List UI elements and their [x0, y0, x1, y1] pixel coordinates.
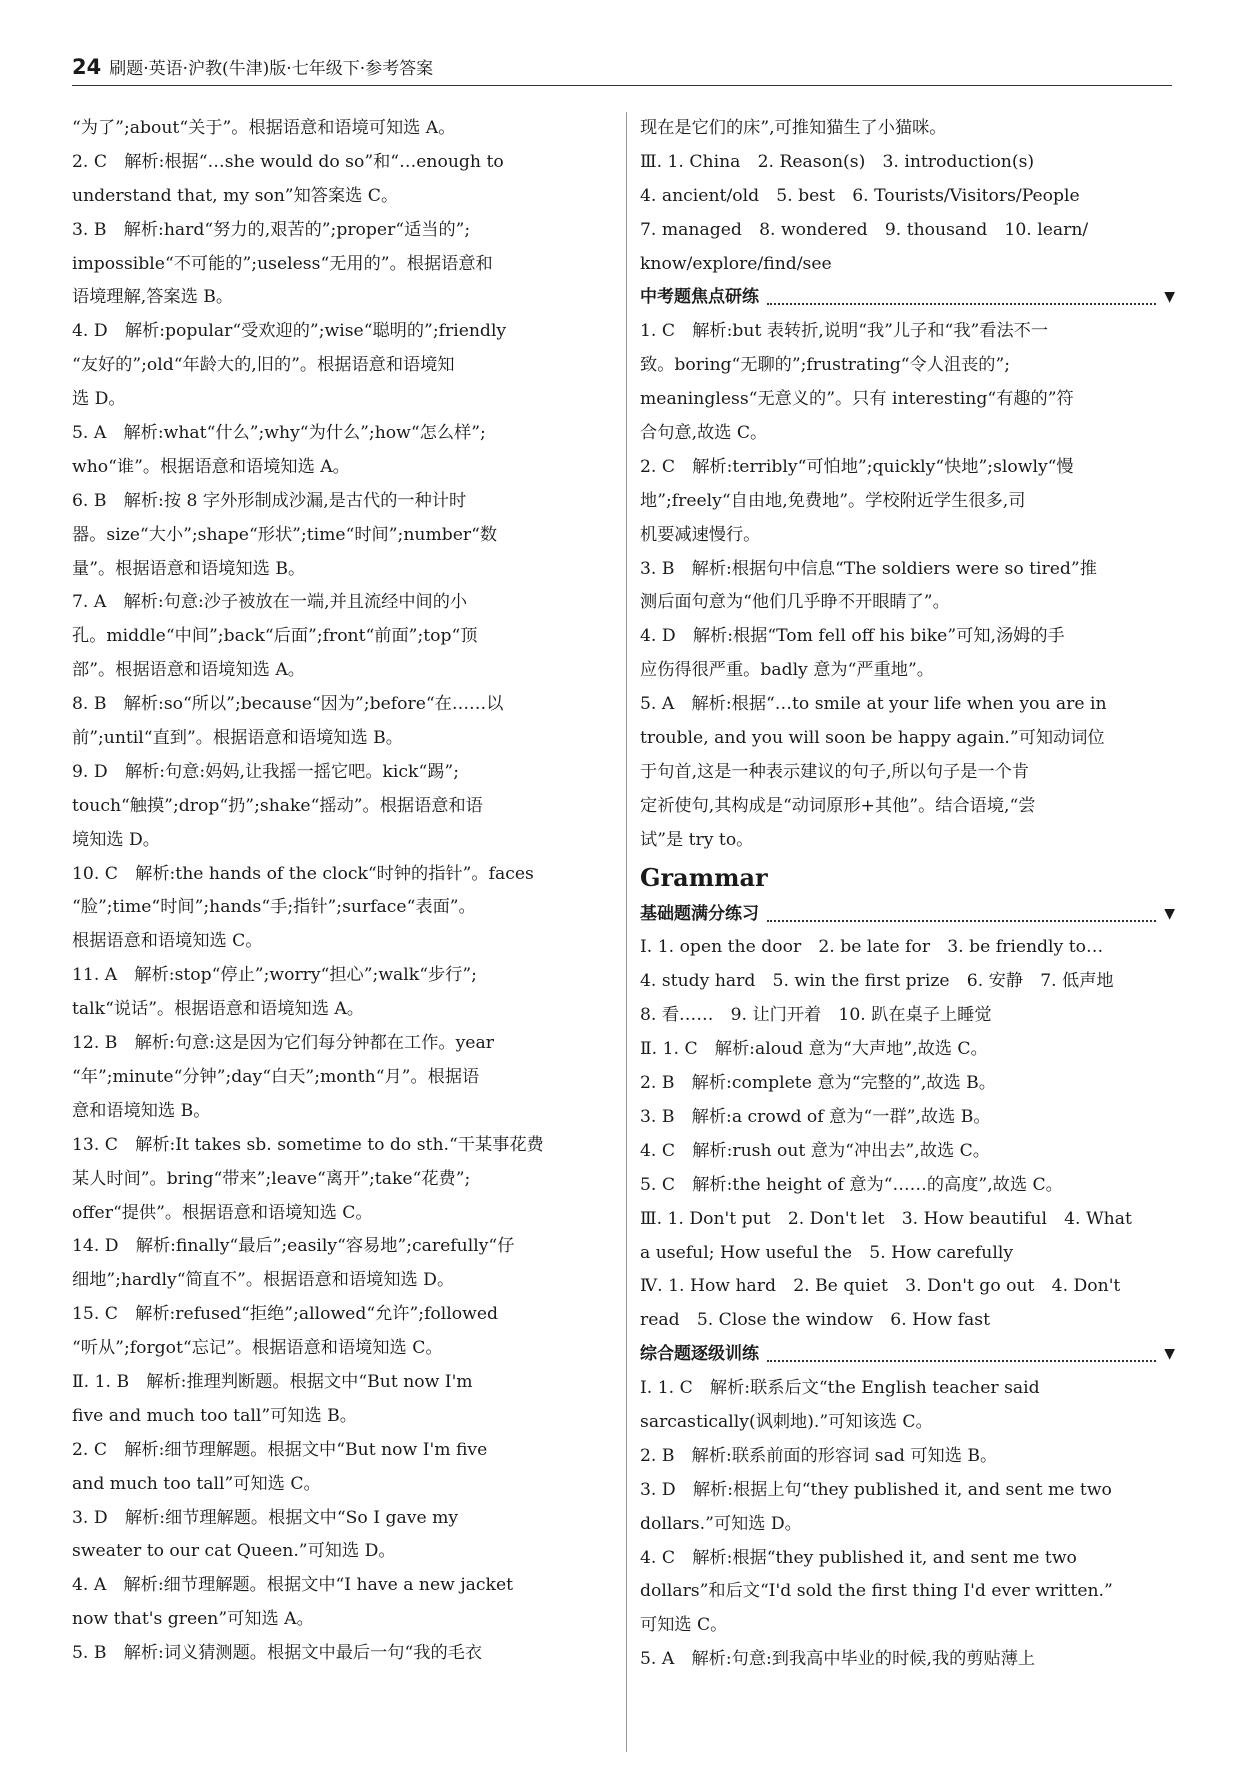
text-line: 致。boring“无聊的”;frustrating“令人沮丧的”; — [640, 355, 1011, 376]
dotted-leader — [767, 291, 1156, 305]
text-line: now that's green”可知选 A。 — [72, 1609, 314, 1630]
text-line: 7. managed 8. wondered 9. thousand 10. learn/ — [640, 219, 1089, 240]
text-line: 4. A 解析:细节理解题。根据文中“I have a new jacket — [72, 1575, 514, 1596]
text-line: Ⅲ. 1. Don't put 2. Don't let 3. How beautiful 4. What — [640, 1208, 1132, 1229]
section-heading-comprehensive — [640, 1338, 1175, 1372]
grammar-title: Grammar — [640, 862, 768, 892]
text-line: 5. C 解析:the height of 意为“……的高度”,故选 C。 — [640, 1174, 1063, 1195]
text-line: 孔。middle“中间”;back“后面”;front“前面”;top“顶 — [72, 626, 478, 647]
text-line: understand that, my son”知答案选 C。 — [72, 185, 399, 206]
text-line: 3. B 解析:a crowd of 意为“一群”,故选 B。 — [640, 1106, 991, 1127]
text-line: 可知选 C。 — [640, 1615, 728, 1636]
text-line: and much too tall”可知选 C。 — [72, 1473, 321, 1494]
text-line: 11. A 解析:stop“停止”;worry“担心”;walk“步行”; — [72, 965, 477, 986]
text-line: 2. B 解析:联系前面的形容词 sad 可知选 B。 — [640, 1445, 998, 1466]
text-line: “友好的”;old“年龄大的,旧的”。根据语意和语境知 — [72, 355, 455, 376]
text-line: read 5. Close the window 6. How fast — [640, 1310, 990, 1331]
text-line: Ⅲ. 1. China 2. Reason(s) 3. introduction(s) — [640, 151, 1035, 172]
text-line: 根据语意和语境知选 C。 — [72, 931, 263, 952]
text-line: 8. 看…… 9. 让门开着 10. 趴在桌子上睡觉 — [640, 1005, 992, 1026]
text-line: 15. C 解析:refused“拒绝”;allowed“允许”;followed — [72, 1304, 499, 1325]
text-line: 5. B 解析:词义猜测题。根据文中最后一句“我的毛衣 — [72, 1643, 483, 1664]
text-line: 前”;until“直到”。根据语意和语境知选 B。 — [72, 728, 403, 749]
text-line: 4. C 解析:根据“they published it, and sent me two — [640, 1547, 1077, 1568]
text-line: a useful; How useful the 5. How carefully — [640, 1242, 1014, 1263]
text-line: 3. B 解析:根据句中信息“The soldiers were so tired”推 — [640, 558, 1097, 579]
text-line: meaningless“无意义的”。只有 interesting“有趣的”符 — [640, 389, 1074, 410]
text-line: 12. B 解析:句意:这是因为它们每分钟都在工作。year — [72, 1033, 494, 1054]
text-line: five and much too tall”可知选 B。 — [72, 1405, 357, 1426]
text-line: 语境理解,答案选 B。 — [72, 287, 234, 308]
text-line: 5. A 解析:句意:到我高中毕业的时候,我的剪贴薄上 — [640, 1649, 1036, 1670]
text-line: Ⅳ. 1. How hard 2. Be quiet 3. Don't go out 4. Don't — [640, 1276, 1121, 1297]
text-line: 4. study hard 5. win the first prize 6. 安静 7. 低声地 — [640, 971, 1114, 992]
text-line: 境知选 D。 — [72, 829, 160, 850]
text-line: 2. C 解析:terribly“可怕地”;quickly“快地”;slowly“慢 — [640, 456, 1074, 477]
triangle-icon: ▼ — [1164, 1346, 1175, 1363]
text-line: 地”;freely“自由地,免费地”。学校附近学生很多,司 — [640, 490, 1026, 511]
text-line: 14. D 解析:finally“最后”;easily“容易地”;carefully“仔 — [72, 1236, 515, 1257]
text-line: 选 D。 — [72, 389, 126, 410]
text-line: sweater to our cat Queen.”可知选 D。 — [72, 1541, 396, 1562]
text-line: 4. D 解析:根据“Tom fell off his bike”可知,汤姆的手 — [640, 626, 1065, 647]
text-line: 器。size“大小”;shape“形状”;time“时间”;number“数 — [72, 524, 498, 545]
text-line: 5. A 解析:根据“…to smile at your life when you are in — [640, 694, 1107, 715]
section-heading-focus — [640, 281, 1175, 315]
section-title: 中考题焦点研练 — [640, 287, 759, 308]
section-heading-basic — [640, 898, 1175, 932]
text-line: 合句意,故选 C。 — [640, 423, 768, 444]
text-line: 3. B 解析:hard“努力的,艰苦的”;proper“适当的”; — [72, 219, 471, 240]
text-line: Ⅰ. 1. C 解析:联系后文“the English teacher said — [640, 1378, 1040, 1399]
text-line: Ⅱ. 1. C 解析:aloud 意为“大声地”,故选 C。 — [640, 1039, 988, 1060]
text-line: 试”是 try to。 — [640, 829, 754, 850]
text-line: 1. C 解析:but 表转折,说明“我”儿子和“我”看法不一 — [640, 321, 1049, 342]
right-column — [640, 112, 1175, 1677]
text-line: dollars.”可知选 D。 — [640, 1513, 802, 1534]
text-line: 13. C 解析:It takes sb. sometime to do sth.“干某事花费 — [72, 1134, 544, 1155]
text-line: Ⅰ. 1. open the door 2. be late for 3. be friendly to… — [640, 937, 1104, 958]
text-line: 4. C 解析:rush out 意为“冲出去”,故选 C。 — [640, 1140, 990, 1161]
text-line: 7. A 解析:句意:沙子被放在一端,并且流经中间的小 — [72, 592, 468, 613]
text-line: touch“触摸”;drop“扔”;shake“摇动”。根据语意和语 — [72, 795, 483, 816]
text-line: 机要减速慢行。 — [640, 524, 761, 545]
triangle-icon: ▼ — [1164, 289, 1175, 306]
text-line: 5. A 解析:what“什么”;why“为什么”;how“怎么样”; — [72, 423, 486, 444]
text-line: offer“提供”。根据语意和语境知选 C。 — [72, 1202, 373, 1223]
text-line: dollars”和后文“I'd sold the first thing I'd ever written.” — [640, 1581, 1113, 1602]
text-line: “听从”;forgot“忘记”。根据语意和语境知选 C。 — [72, 1338, 443, 1359]
text-line: “年”;minute“分钟”;day“白天”;month“月”。根据语 — [72, 1066, 480, 1087]
right-block-a — [640, 112, 1175, 281]
section-title: 基础题满分练习 — [640, 903, 759, 924]
text-line: 测后面句意为“他们几乎睁不开眼睛了”。 — [640, 592, 950, 613]
text-line: 现在是它们的床”,可推知猫生了小猫咪。 — [640, 118, 947, 138]
right-block-d — [640, 1372, 1175, 1677]
text-line: 6. B 解析:按 8 字外形制成沙漏,是古代的一种计时 — [72, 490, 467, 511]
text-line: 4. D 解析:popular“受欢迎的”;wise“聪明的”;friendly — [72, 321, 507, 342]
text-line: “脸”;time“时间”;hands“手;指针”;surface“表面”。 — [72, 897, 476, 918]
triangle-icon: ▼ — [1164, 905, 1175, 922]
text-line: 3. D 解析:细节理解题。根据文中“So I gave my — [72, 1507, 459, 1528]
text-line: 9. D 解析:句意:妈妈,让我摇一摇它吧。kick“踢”; — [72, 761, 460, 782]
left-column — [72, 112, 612, 1671]
text-line: 2. C 解析:根据“…she would do so”和“…enough to — [72, 151, 504, 172]
dotted-leader — [767, 1348, 1156, 1362]
text-line: talk“说话”。根据语意和语境知选 A。 — [72, 999, 364, 1020]
right-block-c — [640, 931, 1175, 1338]
text-line: sarcastically(讽刺地).”可知该选 C。 — [640, 1411, 933, 1432]
text-line: 3. D 解析:根据上句“they published it, and sent me two — [640, 1479, 1112, 1500]
text-line: 部”。根据语意和语境知选 A。 — [72, 660, 305, 681]
text-line: 于句首,这是一种表示建议的句子,所以句子是一个肯 — [640, 761, 1030, 782]
text-line: 8. B 解析:so“所以”;because“因为”;before“在……以 — [72, 694, 504, 715]
text-line: 应伤得很严重。badly 意为“严重地”。 — [640, 660, 934, 681]
text-line: trouble, and you will soon be happy again.”可知动词位 — [640, 728, 1105, 749]
page-header — [72, 52, 1172, 86]
header-title: 刷题·英语·沪教(牛津)版·七年级下·参考答案 — [109, 59, 434, 79]
text-line: know/explore/find/see — [640, 253, 832, 274]
right-block-b — [640, 315, 1175, 857]
dotted-leader — [767, 908, 1156, 922]
text-line: impossible“不可能的”;useless“无用的”。根据语意和 — [72, 253, 493, 274]
text-line: “为了”;about“关于”。根据语意和语境可知选 A。 — [72, 118, 456, 138]
text-line: Ⅱ. 1. B 解析:推理判断题。根据文中“But now I'm — [72, 1371, 473, 1392]
text-line: who“谁”。根据语意和语境知选 A。 — [72, 456, 350, 477]
text-line: 10. C 解析:the hands of the clock“时钟的指针”。faces — [72, 863, 534, 884]
text-line: 细地”;hardly“简直不”。根据语意和语境知选 D。 — [72, 1270, 455, 1291]
text-line: 某人时间”。bring“带来”;leave“离开”;take“花费”; — [72, 1168, 471, 1189]
text-line: 定祈使句,其构成是“动词原形+其他”。结合语境,“尝 — [640, 795, 1036, 816]
text-line: 2. B 解析:complete 意为“完整的”,故选 B。 — [640, 1073, 996, 1094]
page-number: 24 — [72, 55, 102, 79]
column-divider — [626, 112, 627, 1752]
text-line: 量”。根据语意和语境知选 B。 — [72, 558, 306, 579]
text-line: 意和语境知选 B。 — [72, 1100, 211, 1121]
text-line: 4. ancient/old 5. best 6. Tourists/Visitors/People — [640, 185, 1080, 206]
section-title: 综合题逐级训练 — [640, 1344, 759, 1365]
text-line: 2. C 解析:细节理解题。根据文中“But now I'm five — [72, 1439, 488, 1460]
